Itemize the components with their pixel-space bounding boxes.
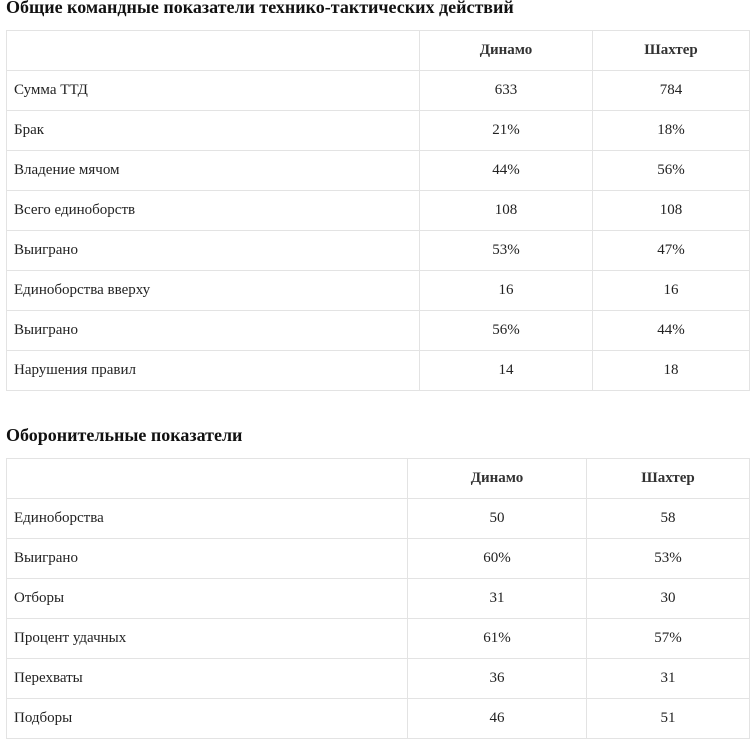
shakhtar-value: 784 (593, 71, 750, 111)
dynamo-value: 44% (420, 151, 593, 191)
dynamo-value: 46 (408, 699, 587, 739)
table-row (7, 271, 750, 311)
row-label: Процент удачных (7, 619, 408, 659)
shakhtar-value: 30 (587, 579, 750, 619)
shakhtar-value: 47% (593, 231, 750, 271)
row-label: Отборы (7, 579, 408, 619)
table-row (7, 311, 750, 351)
dynamo-value: 60% (408, 539, 587, 579)
shakhtar-value: 58 (587, 499, 750, 539)
table-row (7, 71, 750, 111)
header-cell-dynamo: Динамо (408, 459, 587, 499)
dynamo-value: 21% (420, 111, 593, 151)
defensive-stats-table (6, 458, 750, 739)
dynamo-value: 633 (420, 71, 593, 111)
table-row (7, 499, 750, 539)
row-label: Сумма ТТД (7, 71, 420, 111)
dynamo-value: 50 (408, 499, 587, 539)
row-label: Перехваты (7, 659, 408, 699)
dynamo-value: 31 (408, 579, 587, 619)
table-row (7, 659, 750, 699)
table-row (7, 619, 750, 659)
dynamo-value: 53% (420, 231, 593, 271)
row-label: Владение мячом (7, 151, 420, 191)
section-title-defensive: Оборонительные показатели (6, 425, 243, 445)
dynamo-value: 108 (420, 191, 593, 231)
shakhtar-value: 108 (593, 191, 750, 231)
shakhtar-value: 53% (587, 539, 750, 579)
dynamo-value: 14 (420, 351, 593, 391)
dynamo-value: 16 (420, 271, 593, 311)
shakhtar-value: 16 (593, 271, 750, 311)
table-header-row (7, 459, 750, 499)
table-row (7, 351, 750, 391)
table-row (7, 231, 750, 271)
table-row (7, 539, 750, 579)
general-stats-table (6, 30, 750, 391)
header-cell-shakhtar: Шахтер (587, 459, 750, 499)
header-cell-shakhtar: Шахтер (593, 31, 750, 71)
row-label: Единоборства (7, 499, 408, 539)
row-label: Брак (7, 111, 420, 151)
shakhtar-value: 57% (587, 619, 750, 659)
table-row (7, 111, 750, 151)
table-header-row (7, 31, 750, 71)
section-title-general: Общие командные показатели технико-тактических действий (6, 0, 514, 17)
row-label: Выиграно (7, 539, 408, 579)
header-cell-dynamo: Динамо (420, 31, 593, 71)
table-row (7, 151, 750, 191)
table-row (7, 191, 750, 231)
row-label: Выиграно (7, 311, 420, 351)
shakhtar-value: 31 (587, 659, 750, 699)
shakhtar-value: 56% (593, 151, 750, 191)
row-label: Подборы (7, 699, 408, 739)
shakhtar-value: 51 (587, 699, 750, 739)
row-label: Нарушения правил (7, 351, 420, 391)
dynamo-value: 36 (408, 659, 587, 699)
row-label: Единоборства вверху (7, 271, 420, 311)
table-row (7, 699, 750, 739)
dynamo-value: 56% (420, 311, 593, 351)
header-cell-empty (7, 459, 408, 499)
row-label: Всего единоборств (7, 191, 420, 231)
header-cell-empty (7, 31, 420, 71)
row-label: Выиграно (7, 231, 420, 271)
shakhtar-value: 18 (593, 351, 750, 391)
table-row (7, 579, 750, 619)
dynamo-value: 61% (408, 619, 587, 659)
shakhtar-value: 18% (593, 111, 750, 151)
shakhtar-value: 44% (593, 311, 750, 351)
